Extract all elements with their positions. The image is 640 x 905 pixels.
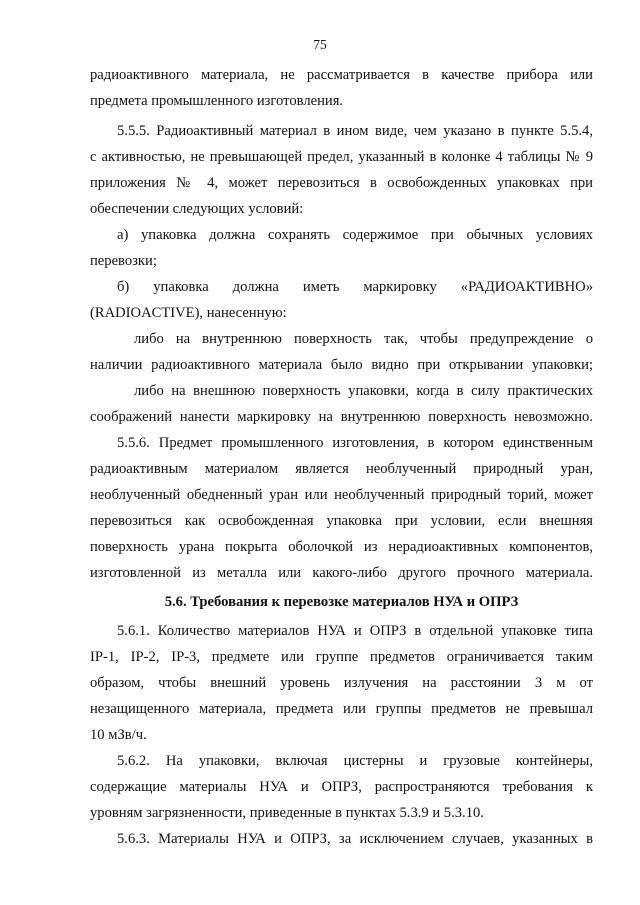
- text-line: с активностью, не превышающей предел, указанный в колонке 4 таблицы № 9: [90, 149, 593, 165]
- paragraph-start: 5.5.6. Предмет промышленного изготовления, в котором единственным: [117, 435, 593, 451]
- text-line: предмета промышленного изготовления.: [90, 93, 344, 109]
- paragraph-start: 5.6.2. На упаковки, включая цистерны и грузовые контейнеры,: [117, 753, 593, 769]
- paragraph-start: б) упаковка должна иметь маркировку «РАДИОАКТИВНО»: [117, 279, 593, 295]
- paragraph-start: 5.6.3. Материалы НУА и ОПРЗ, за исключением случаев, указанных в: [117, 831, 593, 847]
- paragraph-start: а) упаковка должна сохранять содержимое при обычных условиях: [117, 227, 593, 243]
- text-line: перевозки;: [90, 253, 157, 269]
- text-line: приложения № 4, может перевозиться в освобожденных упаковках при: [90, 175, 593, 191]
- text-line: содержащие материалы НУА и ОПРЗ, распространяются требования к: [90, 779, 593, 795]
- text-line: наличии радиоактивного материала было видно при открывании упаковки;: [90, 357, 593, 373]
- paragraph-start: либо на внутреннюю поверхность так, чтобы предупреждение о: [134, 331, 593, 347]
- text-line: уровням загрязненности, приведенные в пунктах 5.3.9 и 5.3.10.: [90, 805, 484, 821]
- paragraph-start: либо на внешнюю поверхность упаковки, когда в силу практических: [134, 383, 593, 399]
- text-line: изготовленной из металла или какого-либо другого прочного материала.: [90, 565, 593, 581]
- text-line: обеспечении следующих условий:: [90, 201, 304, 217]
- text-line: 10 мЗв/ч.: [90, 727, 147, 743]
- text-line: (RADIOACTIVE), нанесенную:: [90, 305, 287, 321]
- text-line: образом, чтобы внешний уровень излучения на расстоянии 3 м от: [90, 675, 593, 691]
- text-line: радиоактивным материалом является необлученный природный уран,: [90, 461, 593, 477]
- text-line: поверхность урана покрыта оболочкой из нерадиоактивных компонентов,: [90, 539, 593, 555]
- section-heading: 5.6. Требования к перевозке материалов НУА и ОПРЗ: [164, 594, 519, 610]
- text-line: необлученный обедненный уран или необлученный природный торий, может: [90, 487, 593, 503]
- paragraph-start: 5.6.1. Количество материалов НУА и ОПРЗ в отдельной упаковке типа: [117, 623, 593, 639]
- page-number: 75: [313, 37, 327, 52]
- text-line: незащищенного материала, предмета или группы предметов не превышал: [90, 701, 593, 717]
- paragraph-start: 5.5.5. Радиоактивный материал в ином виде, чем указано в пункте 5.5.4,: [117, 123, 593, 139]
- text-line: соображений нанести маркировку на внутреннюю поверхность невозможно.: [90, 409, 593, 425]
- text-line: перевозиться как освобожденная упаковка при условии, если внешняя: [90, 513, 593, 529]
- text-line: IP-1, IP-2, IP-3, предмете или группе предметов ограничивается таким: [90, 649, 593, 665]
- text-line: радиоактивного материала, не рассматривается в качестве прибора или: [90, 67, 593, 83]
